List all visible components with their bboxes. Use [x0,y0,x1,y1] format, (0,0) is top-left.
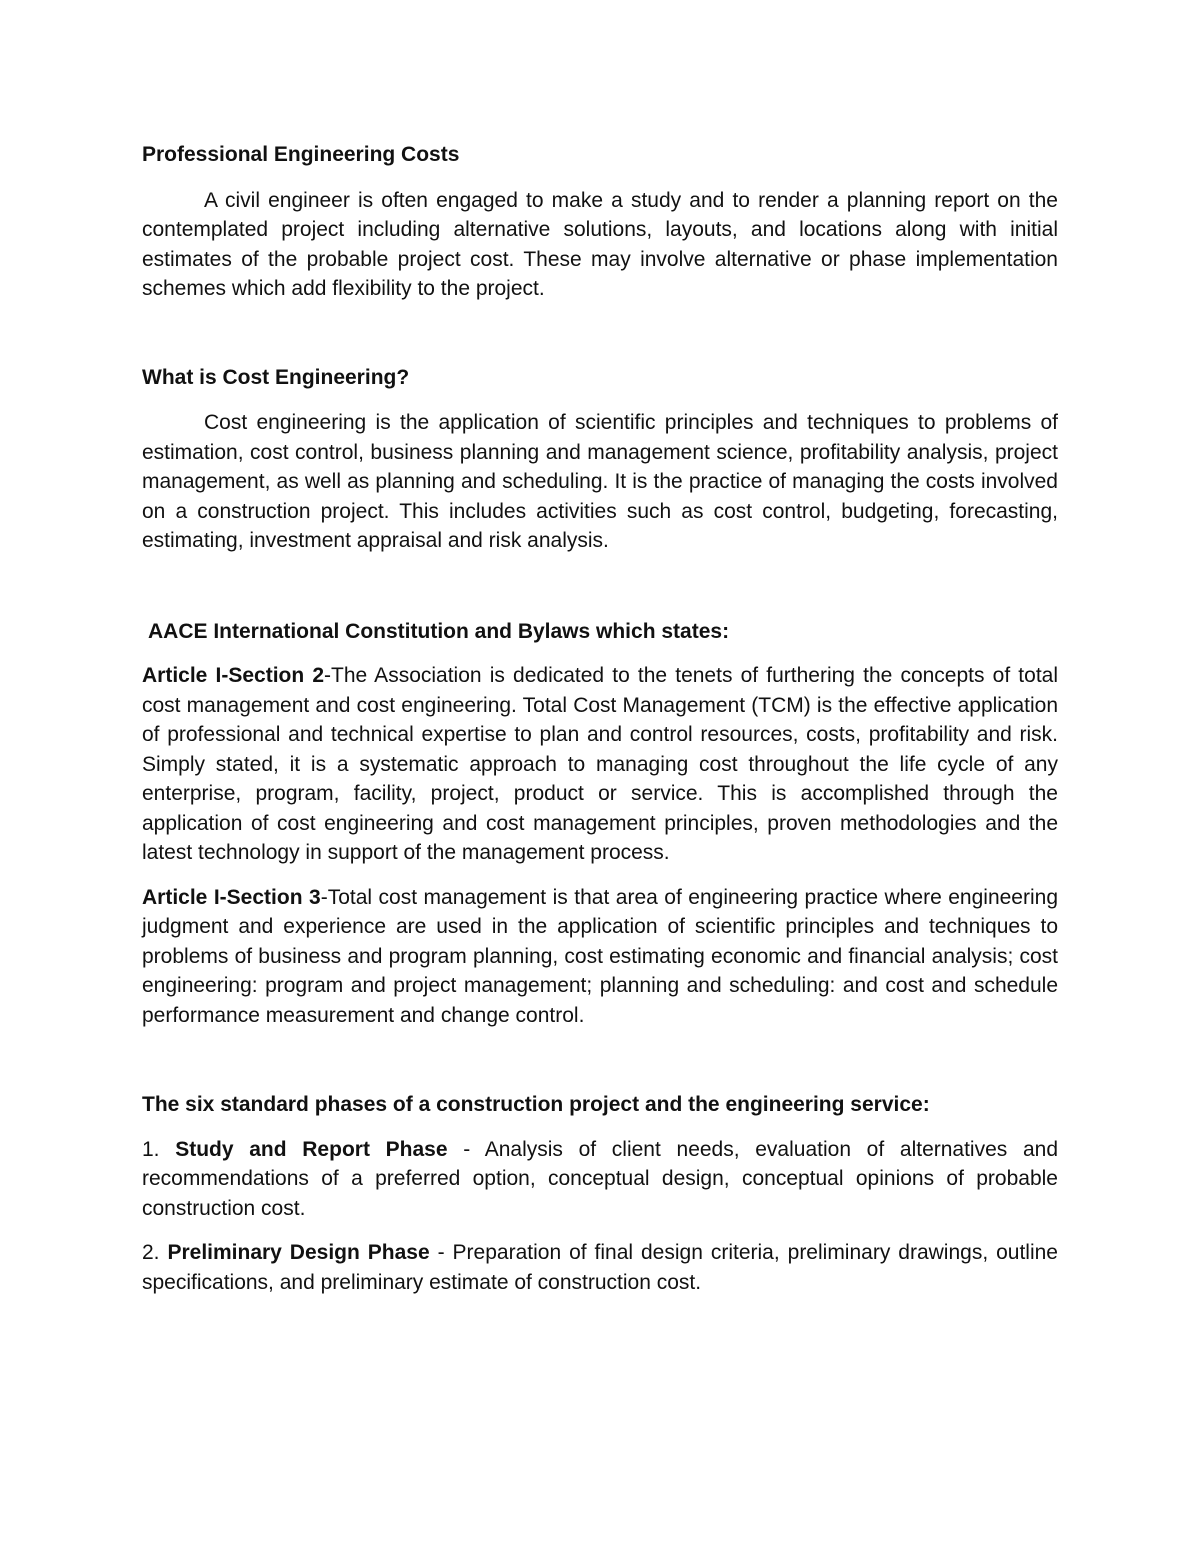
heading-aace-constitution: AACE International Constitution and Bylaws which states: [148,619,730,643]
phase-2-label: Preliminary Design Phase [167,1241,430,1264]
paragraph-professional-engineering-costs: A civil engineer is often engaged to make a study and to render a planning report on the contemplated project including alternative solutions, layouts, and locations along with initial estimates of the probable project cost. These may involve alternative or phase implementation schemes which add flexibility to the project. [142,188,1058,300]
phase-1-number: 1. [142,1137,160,1161]
heading-what-is-cost-engineering: What is Cost Engineering? [142,365,410,389]
list-item-phase-1 [142,1135,1058,1224]
article-section-2-body: -The Association is dedicated to the tenets of furthering the concepts of total cost management and cost engineering. Total Cost Management (TCM) is the effective application of professional and technical expertise to plan and control resources, costs, profitability and risk. Simply stated, it is a systematic approach to managing cost throughout the life cycle of any enterprise, program, facility, project, product or service. This is accomplished through the application of cost engineering and cost management principles, proven methodologies and the latest technology in support of the management process. [142,664,1058,864]
paragraph-cost-engineering: Cost engineering is the application of scientific principles and techniques to problems of estimation, cost control, business planning and management science, profitability analysis, project management, as well as planning and scheduling. It is the practice of managing the costs involved on a construction project. This includes activities such as cost control, budgeting, forecasting, estimating, investment appraisal and risk analysis. [142,411,1058,552]
heading-six-standard-phases: The six standard phases of a construction project and the engineering service: [142,1093,930,1116]
document-page [142,140,1058,1297]
article-section-3-body: -Total cost management is that area of engineering practice where engineering judgment and experience are used in the application of scientific principles and techniques to problems of business and program planning, cost estimating economic and financial analysis; cost engineering: program and project management; planning and scheduling: and cost and schedule performance measurement and change control. [142,885,1059,1027]
paragraph-article-section-2 [142,661,1058,868]
phase-1-body: - Analysis of client needs, evaluation of alternatives and recommendations of a preferred option, conceptual design, conceptual opinions of probable construction cost. [142,1137,1059,1220]
heading-professional-engineering-costs: Professional Engineering Costs [142,143,460,166]
phase-2-number: 2. [142,1241,160,1264]
paragraph-article-section-3 [142,883,1058,1031]
list-item-phase-2 [142,1238,1058,1297]
article-section-2-label: Article I-Section 2 [142,664,325,687]
phase-1-label: Study and Report Phase [175,1137,448,1161]
article-section-3-label: Article I-Section 3 [142,885,321,909]
phase-2-body: - Preparation of final design criteria, preliminary drawings, outline specifications, and preliminary estimate of construction cost. [142,1241,1058,1294]
